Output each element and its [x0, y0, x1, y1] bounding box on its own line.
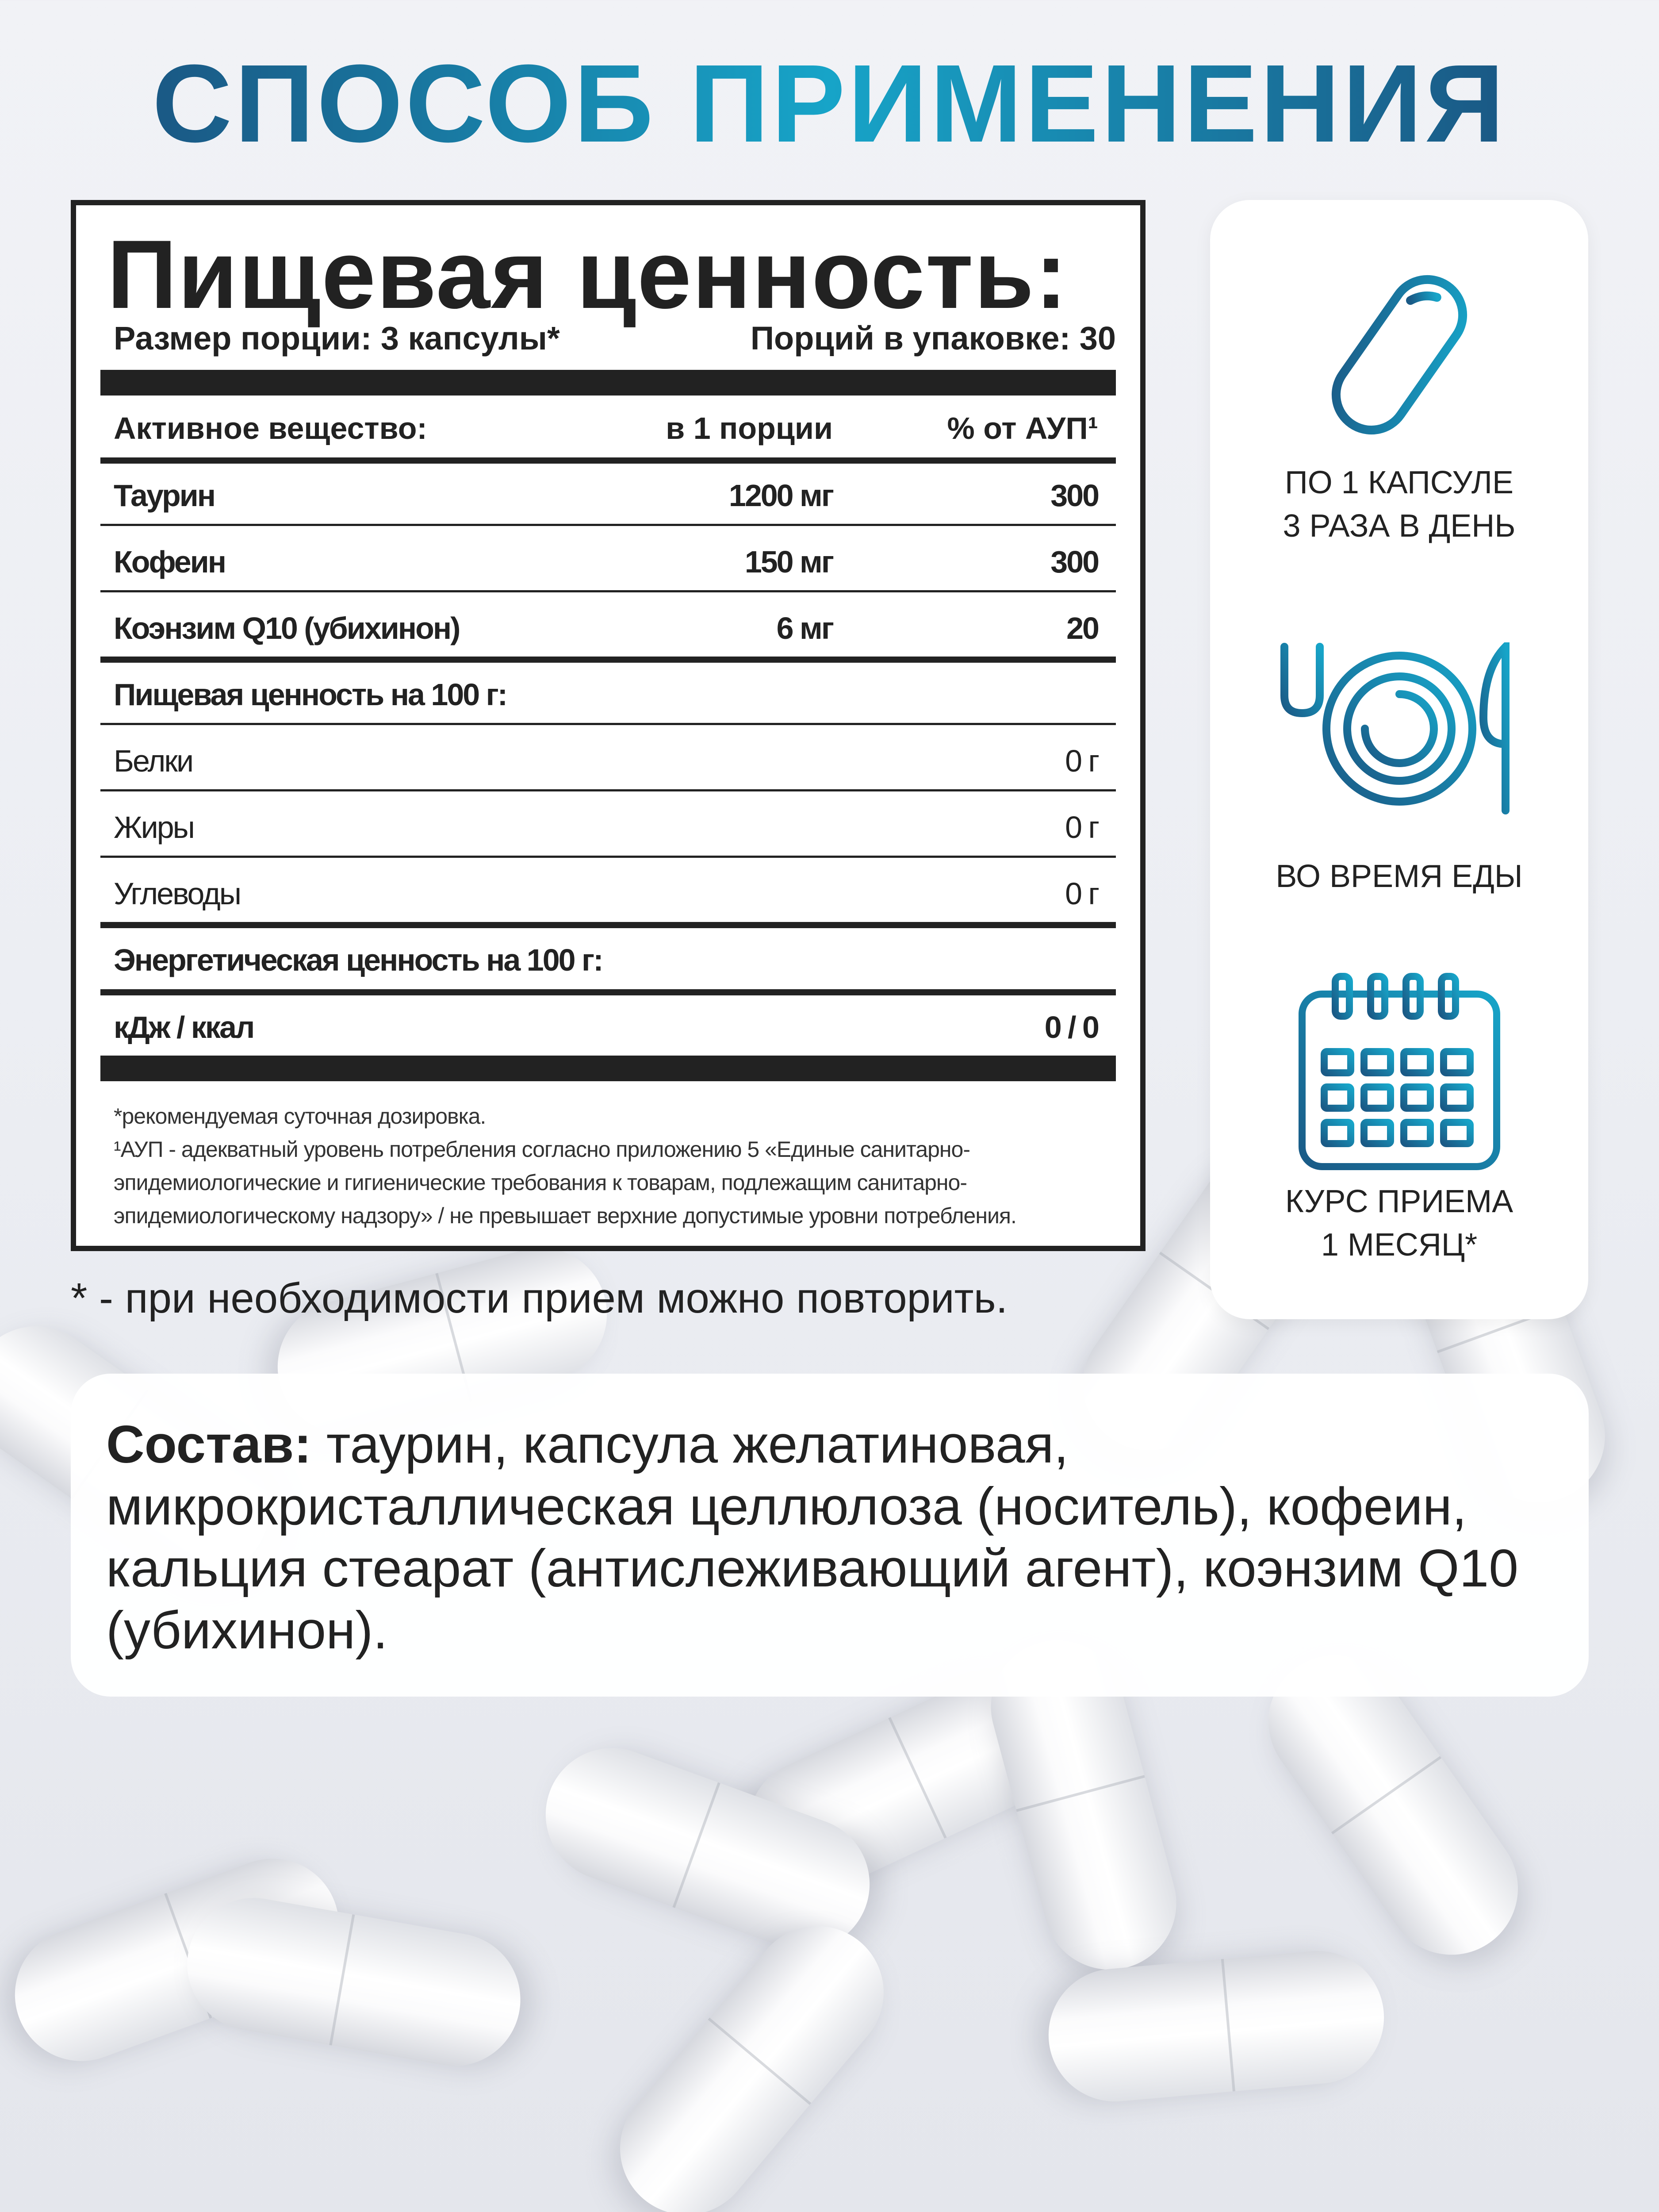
footnote: ¹АУП - адекватный уровень потребления согласно приложению 5 «Единые санитарно-: [114, 1137, 970, 1162]
footnote: эпидемиологические и гигиенические требования к товарам, подлежащим санитарно-: [114, 1170, 967, 1195]
divider: [100, 723, 1116, 725]
plate-cutlery-icon: [1210, 642, 1588, 815]
footnote: *рекомендуемая суточная дозировка.: [114, 1104, 486, 1129]
usage-text: КУРС ПРИЕМА 1 МЕСЯЦ*: [1285, 1184, 1513, 1263]
servings-per-pack: Порций в упаковке: 30: [750, 320, 1116, 357]
composition-label: Состав:: [106, 1415, 312, 1474]
page-title: СПОСОБ ПРИМЕНЕНИЯ: [0, 40, 1659, 167]
energy-value: 0 / 0: [1044, 1010, 1098, 1045]
divider: [100, 590, 1116, 592]
bg-capsule: [177, 1887, 531, 2076]
composition-text: таурин, капсула желатиновая, микрокристаллическая целлюлоза (носитель), кофеин, кальция стеарат (антислеживающий агент), коэнзим Q10 (убихинон).: [106, 1415, 1518, 1660]
ingredient-amount: 1200 мг: [728, 478, 833, 513]
table-header-row: [100, 395, 1116, 457]
per100-heading: Пищевая ценность на 100 г:: [114, 677, 507, 712]
nutrition-label: [71, 200, 1146, 1251]
energy-heading: Энергетическая ценность на 100 г:: [114, 943, 602, 977]
divider: [100, 789, 1116, 791]
usage-text: ПО 1 КАПСУЛЕ 3 РАЗА В ДЕНЬ: [1283, 465, 1516, 544]
ingredient-name: Коэнзим Q10 (убихинон): [114, 611, 460, 645]
divider-thick: [100, 1056, 1116, 1081]
table-row: [100, 727, 1116, 789]
table-row: [100, 595, 1116, 657]
divider: [100, 524, 1116, 526]
footnote: эпидемиологическому надзору» / не превышает верхние допустимые уровни потребления.: [114, 1203, 1016, 1228]
usage-panel: [1210, 200, 1588, 1319]
nutrient-value: 0 г: [1065, 810, 1098, 845]
ingredient-percent: 20: [1066, 611, 1098, 645]
nutrient-name: Белки: [114, 744, 193, 778]
capsule-icon: [1210, 262, 1588, 448]
table-row: [100, 860, 1116, 922]
ingredient-amount: 6 мг: [776, 611, 833, 645]
table-row: [100, 994, 1116, 1056]
divider-thick: [100, 370, 1116, 396]
ingredient-amount: 150 мг: [744, 545, 833, 579]
ingredient-percent: 300: [1050, 478, 1098, 513]
nutrient-name: Углеводы: [114, 876, 241, 911]
column-header: в 1 порции: [666, 411, 833, 445]
bg-capsule: [593, 1899, 911, 2212]
repeat-note: * - при необходимости прием можно повторить.: [71, 1275, 1008, 1322]
energy-name: кДж / ккал: [114, 1010, 254, 1045]
ingredient-percent: 300: [1050, 545, 1098, 579]
divider: [100, 856, 1116, 858]
nutrient-name: Жиры: [114, 810, 194, 845]
nutrient-value: 0 г: [1065, 744, 1098, 778]
bg-capsule: [1043, 1945, 1389, 2107]
serving-size: Размер порции: 3 капсулы*: [114, 320, 560, 357]
nutrient-value: 0 г: [1065, 876, 1098, 911]
column-header: Активное вещество:: [114, 411, 427, 445]
section-heading: [100, 661, 1116, 723]
nutrition-heading: Пищевая ценность:: [107, 220, 1068, 329]
table-row: [100, 462, 1116, 524]
composition-card: [71, 1374, 1589, 1697]
calendar-icon: [1210, 970, 1588, 1173]
table-row: [100, 794, 1116, 856]
usage-text: ВО ВРЕМЯ ЕДЫ: [1276, 859, 1523, 894]
ingredient-name: Кофеин: [114, 545, 226, 579]
column-header: % от АУП¹: [947, 411, 1098, 445]
ingredient-name: Таурин: [114, 478, 215, 513]
section-heading: [100, 926, 1116, 988]
table-row: [100, 528, 1116, 590]
